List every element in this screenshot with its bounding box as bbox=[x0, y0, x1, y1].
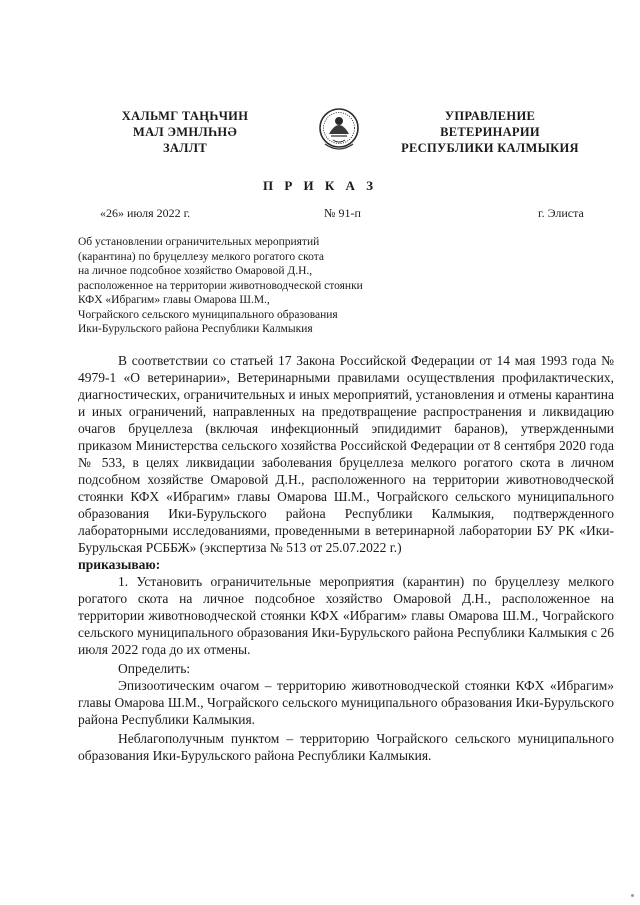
order-number: № 91-п bbox=[324, 206, 361, 220]
subject-line: Ики-Бурульского района Республики Калмыкия bbox=[78, 323, 313, 335]
preamble-paragraph: В соответствии со статьей 17 Закона Российской Федерации от 14 мая 1993 года № 4979-1 «О ветеринарии», Ветеринарными правилами осуществления профилактических, диагностических, ограничительных и иных мероприятий, установления и отмены карантина и иных ограничений, направленных на предотвращение распространения и ликвидацию очагов бруцеллеза (включая инфекционный эпидидимит баранов), утвержденными приказом Министерства сельского хозяйства Российской Федерации от 8 сентября 2020 года № 533, в целях ликвидации заболевания бруцеллеза мелкого рогатого скота в личном подсобном хозяйстве Омаровой Д.Н., расположенного на территории животноводческой стоянки КФХ «Ибрагим» главы Омарова Ш.М., Чограйского сельского муниципального образования Ики-Бурульского района Республики Калмыкия, подтвержденного лабораторными исследованиями, проведенными в ветеринарной лаборатории БУ РК «Ики-Бурульская РСББЖ» (экспертиза № 513 от 25.07.2022 г.) bbox=[78, 353, 614, 555]
header-kalmyk-agency bbox=[100, 108, 270, 156]
header-vet-administration bbox=[400, 108, 580, 156]
scan-dot bbox=[631, 894, 634, 897]
header-left-line: ХАЛЬМГ ТАҢҺЧИН bbox=[121, 109, 249, 123]
header-right-line: УПРАВЛЕНИЕ bbox=[444, 109, 536, 123]
subject-line: Об установлении ограничительных мероприятий bbox=[78, 236, 320, 248]
order-directive: приказываю: bbox=[78, 557, 161, 572]
order-city: г. Элиста bbox=[538, 206, 584, 220]
subject-line: (карантина) по бруцеллезу мелкого рогатого скота bbox=[78, 250, 324, 263]
header-right-line: ВЕТЕРИНАРИИ bbox=[440, 125, 540, 139]
unfavorable-point-paragraph: Неблагополучным пунктом – территорию Чограйского сельского муниципального образования Ики-Бурульского района Республики Калмыкия. bbox=[78, 731, 614, 763]
subject-line: Чограйского сельского муниципального образования bbox=[78, 308, 338, 321]
header-left-line: ЗАЛЛТ bbox=[162, 141, 208, 155]
epizootic-focus-paragraph: Эпизоотическим очагом – территорию животноводческой стоянки КФХ «Ибрагим» главы Омарова Ш.М., Чограйского сельского муниципального образования Ики-Бурульского района Республики Калмыкия. bbox=[78, 678, 614, 727]
order-subject bbox=[78, 235, 418, 337]
header-right-line: РЕСПУБЛИКИ КАЛМЫКИЯ bbox=[401, 141, 579, 155]
document-title: П Р И К А З bbox=[262, 178, 378, 193]
header-left-line: МАЛ ЭМНЛҺНӘ bbox=[132, 125, 237, 139]
item-1-paragraph: 1. Установить ограничительные мероприятия (карантин) по бруцеллезу мелкого рогатого скота на личное подсобное хозяйство Омаровой Д.Н., расположенное на территории животноводческой стоянки КФХ «Ибрагим» главы Омарова Ш.М., Чограйского сельского муниципального образования Ики-Бурульского района Республики Калмыкия с 26 июля 2022 года до их отмены. bbox=[78, 574, 614, 657]
subject-line: КФХ «Ибрагим» главы Омарова Ш.М., bbox=[78, 294, 270, 306]
order-date: «26» июля 2022 г. bbox=[100, 206, 191, 220]
subject-line: расположенное на территории животноводческой стоянки bbox=[78, 279, 363, 292]
order-body bbox=[78, 352, 614, 764]
define-paragraph: Определить: bbox=[118, 661, 191, 676]
kalmykia-coat-of-arms-icon bbox=[317, 104, 361, 156]
subject-line: на личное подсобное хозяйство Омаровой Д.Н., bbox=[78, 265, 313, 277]
